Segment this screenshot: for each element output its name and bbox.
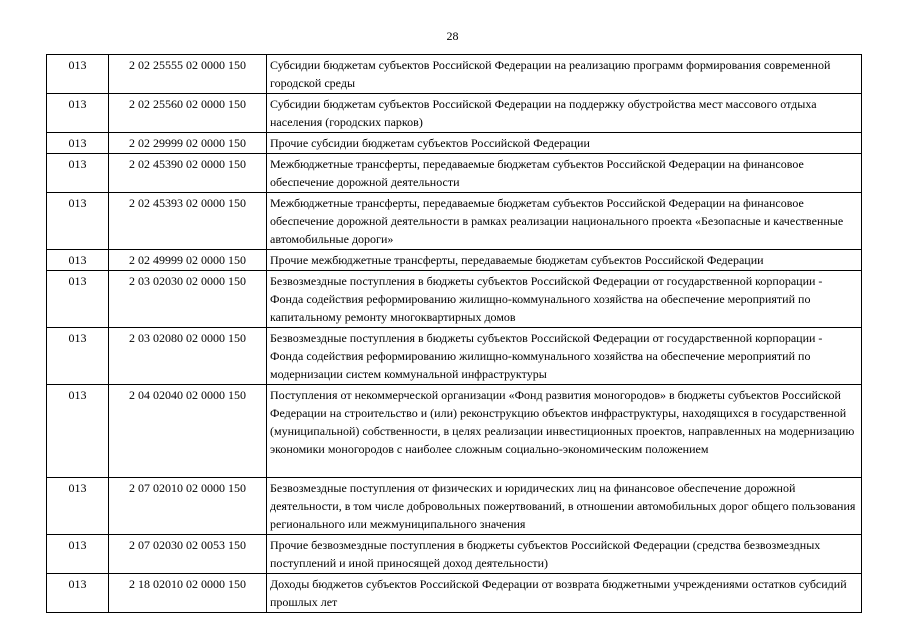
admin-code-cell: 013 <box>47 55 109 94</box>
budget-code-cell: 2 07 02010 02 0000 150 <box>109 478 267 535</box>
page-number: 28 <box>446 29 459 43</box>
budget-code-cell: 2 03 02080 02 0000 150 <box>109 328 267 385</box>
admin-code-cell: 013 <box>47 574 109 613</box>
budget-code-cell: 2 02 25560 02 0000 150 <box>109 94 267 133</box>
revenue-codes-table <box>46 54 862 613</box>
admin-code-cell: 013 <box>47 478 109 535</box>
admin-code-cell: 013 <box>47 271 109 328</box>
description-cell: Доходы бюджетов субъектов Российской Федерации от возврата бюджетными учреждениями остатков субсидий прошлых лет <box>267 574 862 613</box>
table-row <box>47 328 862 385</box>
table-row <box>47 385 862 478</box>
budget-code-cell: 2 07 02030 02 0053 150 <box>109 535 267 574</box>
description-cell: Субсидии бюджетам субъектов Российской Федерации на реализацию программ формирования современной городской среды <box>267 55 862 94</box>
table-row <box>47 574 862 613</box>
table-row <box>47 55 862 94</box>
budget-code-cell: 2 02 25555 02 0000 150 <box>109 55 267 94</box>
budget-code-cell: 2 18 02010 02 0000 150 <box>109 574 267 613</box>
budget-code-cell: 2 02 29999 02 0000 150 <box>109 133 267 154</box>
admin-code-cell: 013 <box>47 385 109 478</box>
description-cell: Межбюджетные трансферты, передаваемые бюджетам субъектов Российской Федерации на финансовое обеспечение дорожной деятельности в рамках реализации национального проекта «Безопасные и качественные автомобильные дороги» <box>267 193 862 250</box>
description-cell: Прочие субсидии бюджетам субъектов Российской Федерации <box>267 133 862 154</box>
description-cell: Безвозмездные поступления в бюджеты субъектов Российской Федерации от государственной корпорации - Фонда содействия реформированию жилищно-коммунального хозяйства на обеспечение мероприятий по капитальному ремонту многоквартирных домов <box>267 271 862 328</box>
table-row <box>47 535 862 574</box>
budget-code-cell: 2 03 02030 02 0000 150 <box>109 271 267 328</box>
table-row <box>47 271 862 328</box>
budget-code-cell: 2 04 02040 02 0000 150 <box>109 385 267 478</box>
description-cell: Поступления от некоммерческой организации «Фонд развития моногородов» в бюджеты субъектов Российской Федерации на строительство и (или) реконструкцию объектов инфраструктуры, находящихся в государственной (муниципальной) собственности, в целях реализации инвестиционных проектов, направленных на модернизацию экономики моногородов с наиболее сложным социально-экономическим положением <box>267 385 862 478</box>
table-row <box>47 193 862 250</box>
admin-code-cell: 013 <box>47 94 109 133</box>
admin-code-cell: 013 <box>47 535 109 574</box>
description-cell: Безвозмездные поступления в бюджеты субъектов Российской Федерации от государственной корпорации - Фонда содействия реформированию жилищно-коммунального хозяйства на обеспечение мероприятий по модернизации систем коммунальной инфраструктуры <box>267 328 862 385</box>
admin-code-cell: 013 <box>47 328 109 385</box>
budget-code-cell: 2 02 49999 02 0000 150 <box>109 250 267 271</box>
table-row <box>47 478 862 535</box>
budget-code-cell: 2 02 45393 02 0000 150 <box>109 193 267 250</box>
admin-code-cell: 013 <box>47 133 109 154</box>
table-row <box>47 250 862 271</box>
admin-code-cell: 013 <box>47 154 109 193</box>
admin-code-cell: 013 <box>47 193 109 250</box>
table-row <box>47 94 862 133</box>
table-row <box>47 154 862 193</box>
description-cell: Межбюджетные трансферты, передаваемые бюджетам субъектов Российской Федерации на финансовое обеспечение дорожной деятельности <box>267 154 862 193</box>
table-row <box>47 133 862 154</box>
budget-code-cell: 2 02 45390 02 0000 150 <box>109 154 267 193</box>
description-cell: Прочие межбюджетные трансферты, передаваемые бюджетам субъектов Российской Федерации <box>267 250 862 271</box>
description-cell: Безвозмездные поступления от физических и юридических лиц на финансовое обеспечение дорожной деятельности, в том числе добровольных пожертвований, в отношении автомобильных дорог общего пользования регионального или межмуниципального значения <box>267 478 862 535</box>
description-cell: Субсидии бюджетам субъектов Российской Федерации на поддержку обустройства мест массового отдыха населения (городских парков) <box>267 94 862 133</box>
admin-code-cell: 013 <box>47 250 109 271</box>
description-cell: Прочие безвозмездные поступления в бюджеты субъектов Российской Федерации (средства безвозмездных поступлений и иной приносящей доход деятельности) <box>267 535 862 574</box>
